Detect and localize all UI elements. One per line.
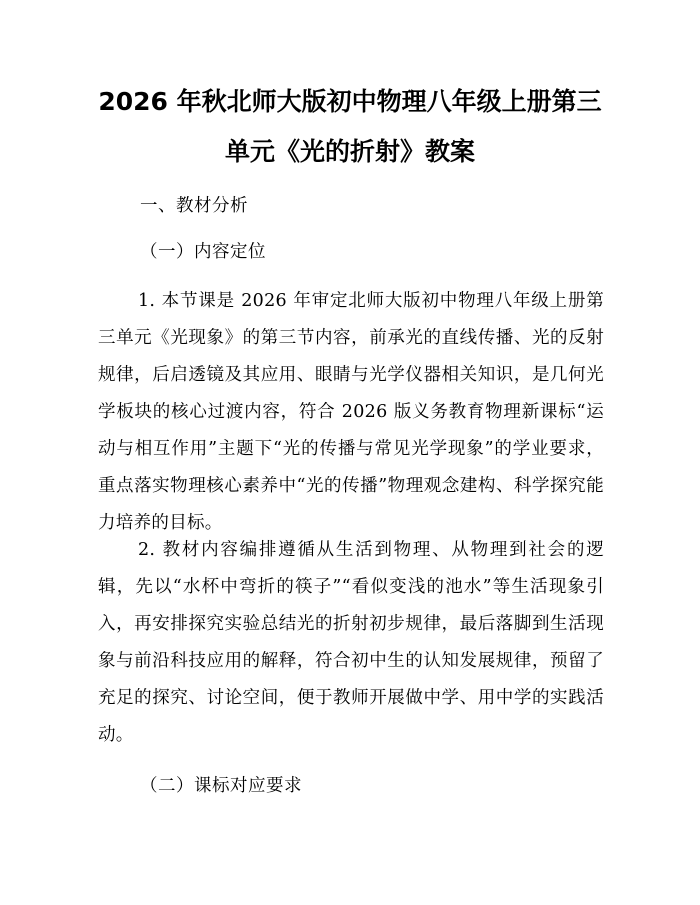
subsection-heading-content-positioning: （一）内容定位 — [140, 242, 266, 262]
document-title-line-1: 2026 年秋北师大版初中物理八年级上册第三 — [98, 87, 602, 116]
paragraph-2: 2. 教材内容编排遵循从生活到物理、从物理到社会的逻辑，先以“水杯中弯折的筷子”“看似变浅的池水”等生活现象引入，再安排探究实验总结光的折射初步规律，最后落脚到生活现象与前沿科技应用的解释，符合初中生的认知发展规律，预留了充足的探究、讨论空间，便于教师开展做中学、用中学的实践活动。 — [98, 540, 604, 745]
paragraph-1: 1. 本节课是 2026 年审定北师大版初中物理八年级上册第三单元《光现象》的第三节内容，前承光的直线传播、光的反射规律，后启透镜及其应用、眼睛与光学仪器相关知识，是几何光学板块的核心过渡内容，符合 2026 版义务教育物理新课标“运动与相互作用”主题下“光的传播与常见光学现象”的学业要求，重点落实物理核心素养中“光的传播”物理观念建构、科学探究能力培养的目标。 — [98, 291, 604, 533]
subsection-heading-curriculum-requirements: （二）课标对应要求 — [140, 776, 302, 796]
document-title-line-2: 单元《光的折射》教案 — [224, 137, 475, 166]
section-heading-textbook-analysis: 一、教材分析 — [140, 196, 248, 216]
